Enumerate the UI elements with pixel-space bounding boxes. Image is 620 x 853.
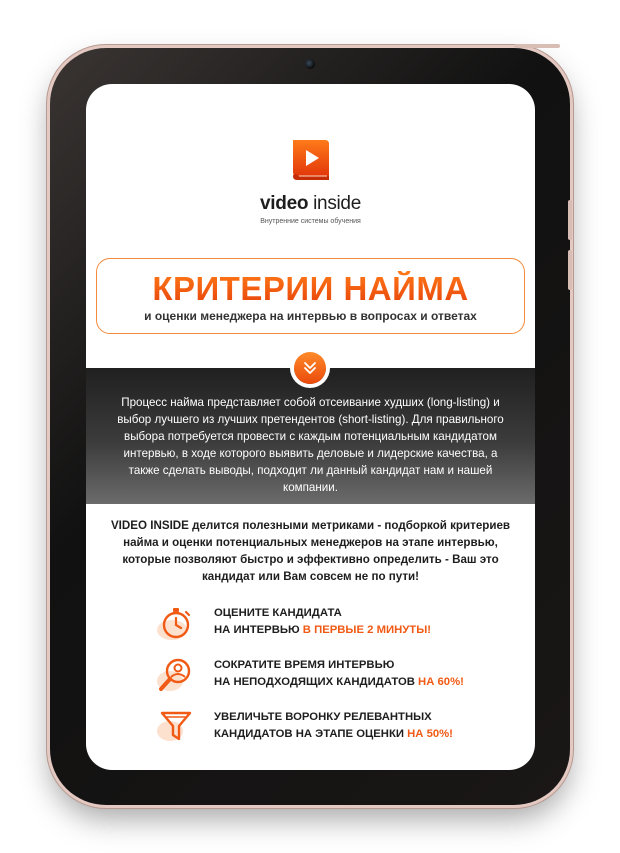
benefit-text: ОЦЕНИТЕ КАНДИДАТА НА ИНТЕРВЬЮ В ПЕРВЫЕ 2 МИНУТЫ! [214,607,432,636]
intro-text: VIDEO INSIDE делится полезными метриками - подборкой критериев найма и оценки потенциальных менеджеров на этапе интервью, которые позволяют быстро и эффективно определить - Ваш это кандидат или Вам совсем не по пути! [110,519,511,583]
description-text: Процесс найма представляет собой отсеивание худших (long-listing) и выбор лучшего из лучших претендентов (short-listing). Для правильного выбора потребуется провести с каждым потенциальным кандидатом интервью, в ходе которого выявить деловые и лидерские качества, а также сделать выводы, подходит ли данный кандидат нам и нашей компании. [117,396,504,494]
camera-icon [305,59,315,69]
volume-down-button [568,250,572,290]
benefit-text: УВЕЛИЧЬТЕ ВОРОНКУ РЕЛЕВАНТНЫХ КАНДИДАТОВ НА ЭТАПЕ ОЦЕНКИ НА 50%! [214,711,453,740]
candidate-search-icon [156,655,196,695]
benefit-item [156,655,516,697]
page-subtitle: и оценки менеджера на интервью в вопросах и ответах [144,309,477,323]
logo [86,136,535,225]
benefit-item [156,603,516,645]
video-book-icon [287,136,335,184]
power-button [514,44,560,48]
brand-name: video inside [260,193,361,214]
volume-up-button [568,200,572,240]
funnel-icon [156,707,196,747]
benefit-text: СОКРАТИТЕ ВРЕМЯ ИНТЕРВЬЮ НА НЕПОДХОДЯЩИХ КАНДИДАТОВ НА 60%! [214,659,464,688]
tablet-screen [86,84,535,770]
stopwatch-icon [156,603,196,643]
double-chevron-down-icon [302,360,318,376]
description-band [86,368,535,504]
benefit-item [156,707,516,749]
title-box [96,258,525,334]
page-title: КРИТЕРИИ НАЙМА [97,271,524,307]
scroll-down-button[interactable] [294,352,326,384]
brand-tagline: Внутренние системы обучения [260,218,361,225]
